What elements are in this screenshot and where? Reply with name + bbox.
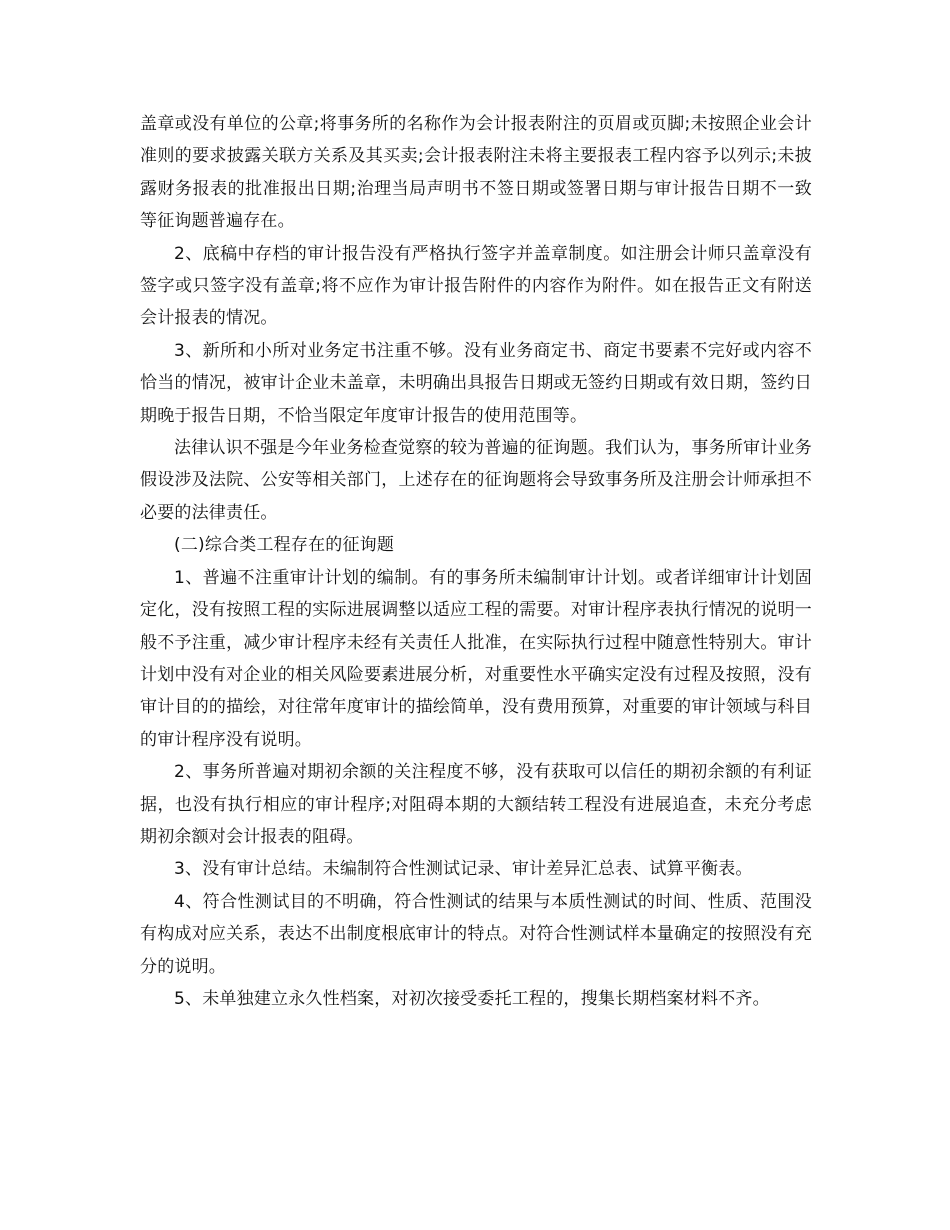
paragraph: 2、底稿中存档的审计报告没有严格执行签字并盖章制度。如注册会计师只盖章没有签字或只签字没有盖章;将不应作为审计报告附件的内容作为附件。如在报告正文有附送会计报表的情况。: [140, 243, 812, 329]
paragraph: 3、新所和小所对业务定书注重不够。没有业务商定书、商定书要素不完好或内容不恰当的情况，被审计企业未盖章，未明确出具报告日期或无签约日期或有效日期，签约日期晚于报告日期，不恰当限定年度审计报告的使用范围等。: [140, 340, 812, 426]
paragraph: 3、没有审计总结。未编制符合性测试记录、审计差异汇总表、试算平衡表。: [174, 859, 753, 880]
document-body: [140, 108, 812, 1015]
paragraph: 2、事务所普遍对期初余额的关注程度不够，没有获取可以信任的期初余额的有利证据，也没有执行相应的审计程序;对阻碍本期的大额结转工程没有进展追查，未充分考虑期初余额对会计报表的阻碍。: [140, 762, 812, 847]
paragraph: 法律认识不强是今年业务检查觉察的较为普遍的征询题。我们认为，事务所审计业务假设涉及法院、公安等相关部门，上述存在的征询题将会导致事务所及注册会计师承担不必要的法律责任。: [140, 438, 812, 523]
section-heading: (二)综合类工程存在的征询题: [174, 535, 395, 556]
paragraph: 4、符合性测试目的不明确，符合性测试的结果与本质性测试的时间、性质、范围没有构成对应关系，表达不出制度根底审计的特点。对符合性测试样本量确定的按照没有充分的说明。: [140, 891, 812, 977]
paragraph: 盖章或没有单位的公章;将事务所的名称作为会计报表附注的页眉或页脚;未按照企业会计准则的要求披露关联方关系及其买卖;会计报表附注未将主要报表工程内容予以列示;未披露财务报表的批准报出日期;治理当局声明书不签日期或签署日期与审计报告日期不一致等征询题普遍存在。: [140, 114, 812, 232]
paragraph: 5、未单独建立永久性档案，对初次接受委托工程的，搜集长期档案材料不齐。: [174, 988, 770, 1009]
paragraph: 1、普遍不注重审计计划的编制。有的事务所未编制审计计划。或者详细审计计划固定化，没有按照工程的实际进展调整以适应工程的需要。对审计程序表执行情况的说明一般不予注重，减少审计程序未经有关责任人批准，在实际执行过程中随意性特别大。审计计划中没有对企业的相关风险要素进展分析，对重要性水平确实定没有过程及按照，没有审计目的的描绘，对往常年度审计的描绘简单，没有费用预算，对重要的审计领域与科目的审计程序没有说明。: [140, 567, 812, 750]
